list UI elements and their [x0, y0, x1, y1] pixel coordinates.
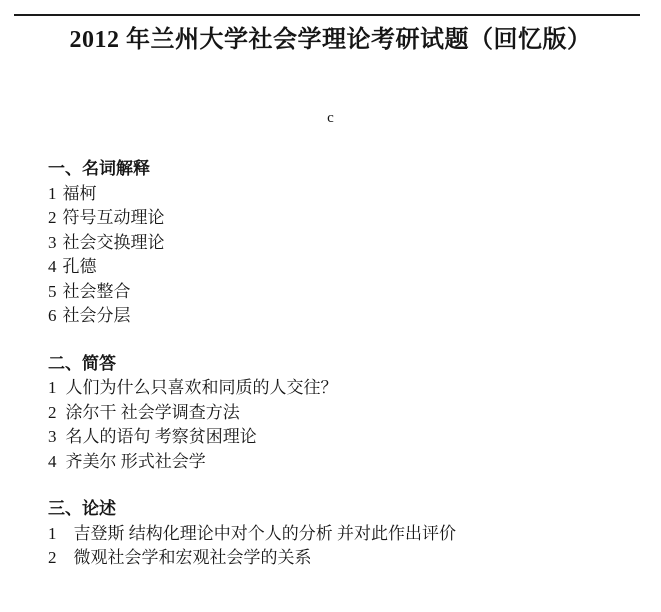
question-text: 齐美尔 形式社会学	[65, 451, 206, 471]
section-heading: 一、名词解释	[48, 159, 150, 178]
exam-body	[48, 157, 661, 571]
question-text: 社会分层	[62, 306, 131, 325]
question-text: 社会交换理论	[62, 232, 165, 252]
question-item	[48, 255, 661, 280]
question-item	[48, 280, 661, 305]
question-item	[48, 450, 661, 475]
top-divider	[14, 14, 640, 16]
question-number: 2	[48, 208, 57, 227]
question-number: 3	[48, 232, 57, 252]
question-text: 名人的语句 考察贫困理论	[65, 427, 257, 446]
question-number: 4	[48, 451, 57, 471]
section-term-definitions	[48, 157, 661, 329]
question-number: 4	[48, 257, 57, 276]
question-number: 2	[48, 548, 57, 567]
section-heading: 二、简答	[48, 353, 116, 373]
section-short-answer	[48, 352, 661, 475]
question-item	[48, 425, 661, 450]
question-text: 符号互动理论	[62, 208, 165, 227]
question-item	[48, 546, 661, 571]
question-item	[48, 231, 661, 256]
question-item	[48, 401, 661, 426]
question-item	[48, 522, 661, 547]
section-essay	[48, 497, 661, 571]
question-text: 人们为什么只喜欢和同质的人交往？	[65, 378, 338, 397]
question-text: 福柯	[62, 183, 97, 203]
question-item	[48, 376, 661, 401]
question-item	[48, 304, 661, 329]
watermark-c: c	[327, 110, 334, 126]
section-heading: 三、论述	[48, 499, 116, 518]
question-text: 孔德	[62, 257, 97, 276]
question-number: 1	[48, 183, 57, 203]
question-text: 吉登斯 结构化理论中对个人的分析 并对此作出评价	[73, 523, 456, 543]
question-text: 微观社会学和宏观社会学的关系	[73, 548, 312, 567]
page-title: 2012 年兰州大学社会学理论考研试题（回忆版）	[69, 27, 592, 53]
question-number: 2	[48, 402, 57, 422]
question-text: 涂尔干 社会学调查方法	[65, 402, 240, 422]
question-number: 1	[48, 378, 57, 397]
question-number: 5	[48, 281, 57, 301]
question-item	[48, 182, 661, 207]
question-item	[48, 206, 661, 231]
question-number: 6	[48, 306, 57, 325]
question-number: 3	[48, 427, 57, 446]
question-text: 社会整合	[62, 281, 131, 301]
question-number: 1	[48, 523, 57, 543]
